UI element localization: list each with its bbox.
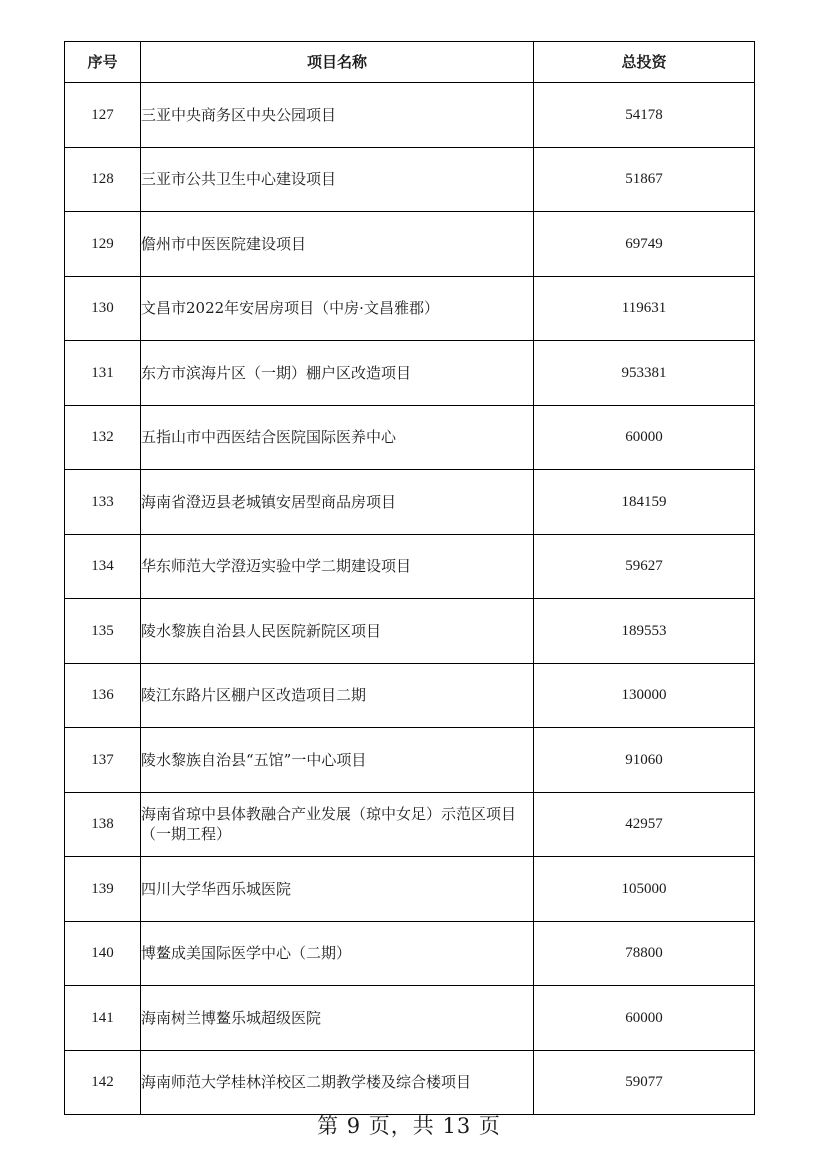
table-row (65, 986, 755, 1051)
total-investment-cell: 189553 (534, 599, 755, 664)
total-investment-cell: 51867 (534, 147, 755, 212)
project-name-cell: 博鳌成美国际医学中心（二期） (141, 921, 534, 986)
table-row (65, 534, 755, 599)
serial-number-cell: 134 (65, 534, 141, 599)
total-investment-cell: 42957 (534, 792, 755, 857)
serial-number-cell: 132 (65, 405, 141, 470)
serial-number-cell: 136 (65, 663, 141, 728)
table-row (65, 792, 755, 857)
table-row (65, 405, 755, 470)
serial-number-cell: 140 (65, 921, 141, 986)
project-table (64, 41, 755, 1115)
serial-number-cell: 129 (65, 212, 141, 277)
table-row (65, 857, 755, 922)
total-investment-cell: 130000 (534, 663, 755, 728)
total-investment-cell: 69749 (534, 212, 755, 277)
serial-number-cell: 130 (65, 276, 141, 341)
project-name-cell: 海南树兰博鳌乐城超级医院 (141, 986, 534, 1051)
table-row (65, 470, 755, 535)
serial-number-cell: 127 (65, 83, 141, 148)
serial-number-cell: 135 (65, 599, 141, 664)
page-number-footer: 第 9 页，共 13 页 (317, 1114, 501, 1138)
serial-number-cell: 139 (65, 857, 141, 922)
table-row (65, 212, 755, 277)
table-row (65, 147, 755, 212)
project-name-cell: 五指山市中西医结合医院国际医养中心 (141, 405, 534, 470)
project-name-cell: 三亚市公共卫生中心建设项目 (141, 147, 534, 212)
total-investment-cell: 54178 (534, 83, 755, 148)
serial-number-cell: 138 (65, 792, 141, 857)
table-row (65, 276, 755, 341)
project-name-cell: 三亚中央商务区中央公园项目 (141, 83, 534, 148)
total-investment-cell: 91060 (534, 728, 755, 793)
project-name-cell: 文昌市2022年安居房项目（中房·文昌雅郡） (141, 276, 534, 341)
total-investment-cell: 60000 (534, 405, 755, 470)
header-total-investment: 总投资 (534, 42, 755, 83)
table-row (65, 599, 755, 664)
serial-number-cell: 131 (65, 341, 141, 406)
project-name-cell: 儋州市中医医院建设项目 (141, 212, 534, 277)
total-investment-cell: 59627 (534, 534, 755, 599)
total-investment-cell: 60000 (534, 986, 755, 1051)
total-investment-cell: 953381 (534, 341, 755, 406)
table-row (65, 83, 755, 148)
total-investment-cell: 59077 (534, 1050, 755, 1115)
header-serial-number: 序号 (65, 42, 141, 83)
total-investment-cell: 184159 (534, 470, 755, 535)
table-row (65, 663, 755, 728)
serial-number-cell: 128 (65, 147, 141, 212)
project-name-cell: 陵水黎族自治县人民医院新院区项目 (141, 599, 534, 664)
serial-number-cell: 137 (65, 728, 141, 793)
table-header-row (65, 42, 755, 83)
table-row (65, 921, 755, 986)
table-row (65, 1050, 755, 1115)
table-row (65, 341, 755, 406)
project-name-cell: 华东师范大学澄迈实验中学二期建设项目 (141, 534, 534, 599)
serial-number-cell: 142 (65, 1050, 141, 1115)
header-project-name: 项目名称 (141, 42, 534, 83)
table-row (65, 728, 755, 793)
total-investment-cell: 119631 (534, 276, 755, 341)
total-investment-cell: 105000 (534, 857, 755, 922)
project-name-cell: 陵水黎族自治县“五馆”一中心项目 (141, 728, 534, 793)
serial-number-cell: 133 (65, 470, 141, 535)
project-name-cell: 四川大学华西乐城医院 (141, 857, 534, 922)
project-name-cell: 海南师范大学桂林洋校区二期教学楼及综合楼项目 (141, 1050, 534, 1115)
total-investment-cell: 78800 (534, 921, 755, 986)
serial-number-cell: 141 (65, 986, 141, 1051)
project-name-cell: 东方市滨海片区（一期）棚户区改造项目 (141, 341, 534, 406)
table-body (65, 83, 755, 1115)
project-name-cell: 海南省澄迈县老城镇安居型商品房项目 (141, 470, 534, 535)
project-name-cell: 陵江东路片区棚户区改造项目二期 (141, 663, 534, 728)
project-name-cell: 海南省琼中县体教融合产业发展（琼中女足）示范区项目（一期工程） (141, 792, 534, 857)
